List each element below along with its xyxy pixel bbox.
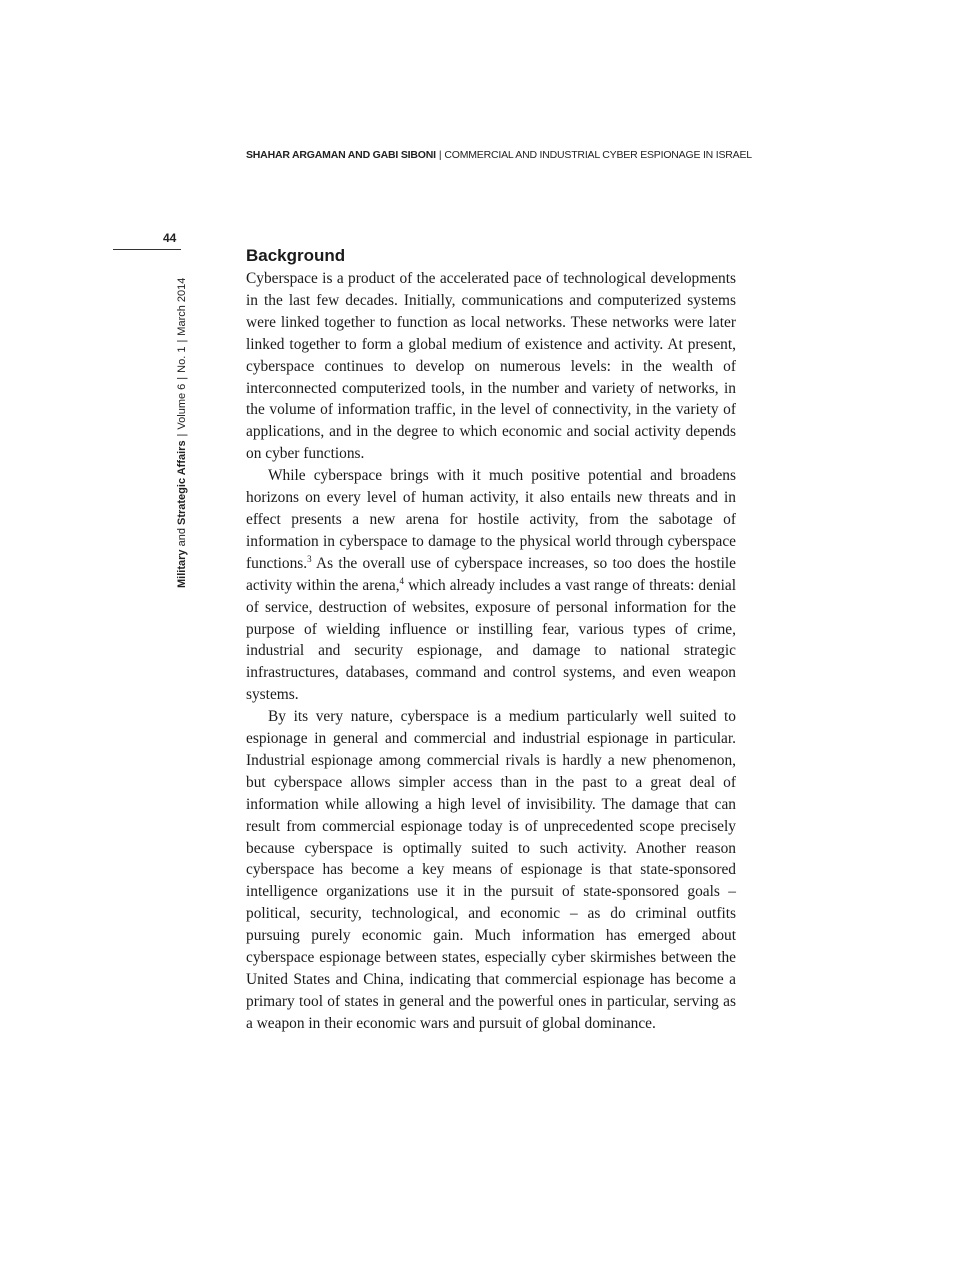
paragraph-3: By its very nature, cyberspace is a medium particularly well suited to espionage in general and commercial and industrial espionage in particular. Industrial espionage among commercial rivals is hardly a new phenomenon, but cyberspace allows simpler access than in the past to a great deal of information while allowing a high level of invisibility. The damage that can result from commercial espionage today is of unprecedented scope precisely because cyberspace is optimally suited to such activity. Another reason cyberspace has become a key means of espionage is that state-sponsored intelligence organizations use it in the pursuit of state-sponsored goals – political, security, technological, and economic – as do criminal outfits pursuing purely economic gain. Much information has emerged about cyberspace espionage between states, especially cyber skirmishes between the United States and China, indicating that commercial espionage has become a primary tool of states in general and the powerful ones in particular, serving as a weapon in their economic wars and pursuit of global dominance. (246, 708, 736, 1032)
section-heading: Background (246, 246, 346, 265)
footnote-ref-3: 3 (307, 553, 312, 564)
journal-separator-3: | (176, 339, 188, 343)
paragraph-2-part-c: which already includes a vast range of threats: denial of service, destruction of websites, exposure of personal information for the purpose of wielding influence or instilling fear, various types of crime, industrial and security espionage, and damage to national strategic infrastructures, databases, command and control systems, and even weapon systems. (246, 576, 737, 704)
journal-volume: Volume 6 (176, 383, 188, 430)
article-body (246, 246, 736, 1035)
journal-side-label (176, 256, 188, 588)
journal-title-part2: Strategic Affairs (176, 440, 188, 525)
header-article-title: COMMERCIAL AND INDUSTRIAL CYBER ESPIONAGE IN ISRAEL (444, 149, 752, 161)
paragraph-2-part-a: While cyberspace brings with it much positive potential and broadens horizons on every level of human activity, it also entails new threats and in effect presents a new arena for hostile activity, from the sabotage of information in cyberspace to damage to the physical world through cyberspace functions. (246, 467, 736, 572)
journal-title (176, 440, 188, 588)
journal-separator-2: | (176, 376, 188, 380)
journal-title-and: and (176, 528, 188, 547)
header-authors: SHAHAR ARGAMAN AND GABI SIBONI (246, 149, 436, 161)
footnote-ref-4: 4 (399, 575, 405, 586)
journal-separator-1: | (176, 433, 188, 437)
header-separator: | (438, 149, 442, 161)
paragraph-2-part-b: As the overall use of cyberspace increases, so too does the hostile activity within the arena, (246, 554, 736, 594)
page-number: 44 (163, 231, 177, 245)
running-header (246, 149, 752, 161)
journal-issue: No. 1 (176, 346, 188, 373)
paragraph-1: Cyberspace is a product of the accelerated pace of technological developments in the last few decades. Initially, communications and computerized systems were linked together to function as local networks. These networks were later linked together to form a global medium of existence and activity. At present, cyberspace continues to develop on numerous levels: in the wealth of interconnected computerized tools, in the number and variety of networks, in the volume of information traffic, in the level of connectivity, in the variety of applications, and in the degree to which economic and social activity depends on cyber functions. (246, 270, 736, 463)
journal-title-part1: Military (176, 549, 188, 588)
paragraph-2 (246, 465, 736, 706)
journal-date: March 2014 (176, 277, 188, 336)
page-number-rule (113, 249, 181, 250)
